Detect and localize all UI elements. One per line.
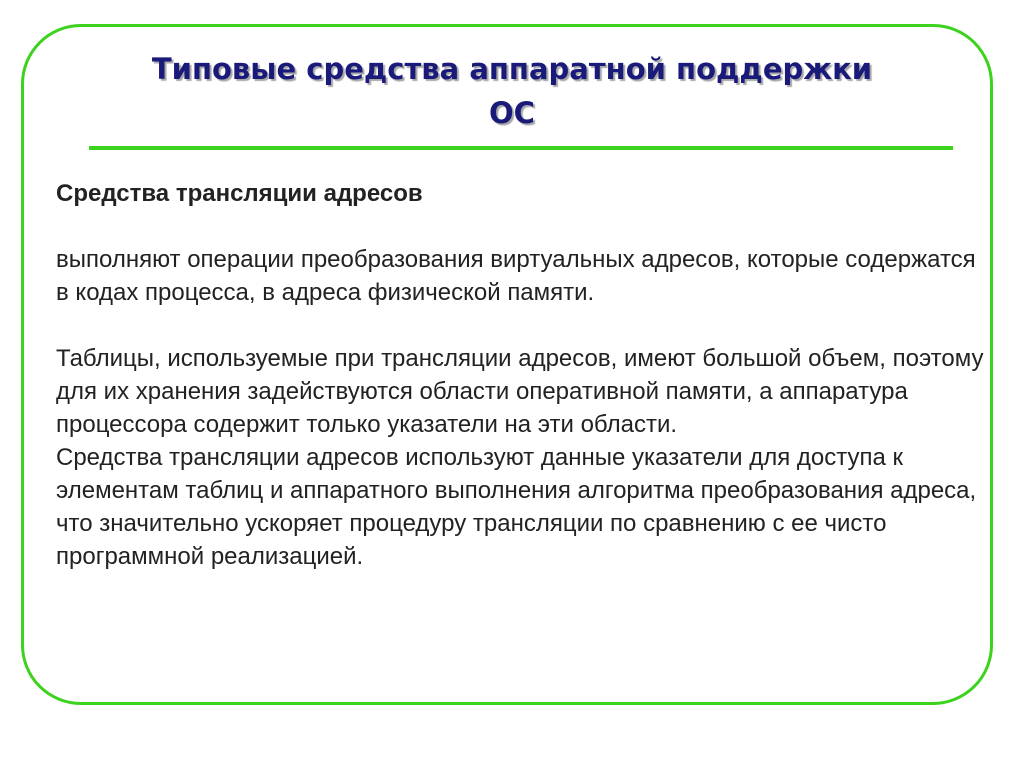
title-divider (89, 146, 953, 150)
section-subtitle: Средства трансляции адресов (56, 180, 423, 207)
paragraph-1: выполняют операции преобразования виртуальных адресов, которые содержатся в кодах процесса, в адреса физической памяти. (56, 246, 976, 306)
slide-content (56, 177, 986, 573)
slide-title (60, 47, 964, 135)
title-line-2: ОС (489, 96, 535, 130)
paragraph-3: Средства трансляции адресов используют данные указатели для доступа к элементам таблиц и аппаратного выполнения алгоритма преобразования адреса, что значительно ускоряет процедуру трансляции по сравнению с ее чисто программной реализацией. (56, 444, 977, 570)
title-line-1: Типовые средства аппаратной поддержки (151, 52, 873, 86)
paragraph-2: Таблицы, используемые при трансляции адресов, имеют большой объем, поэтому для их хранения задействуются области оперативной памяти, а аппаратура процессора содержит только указатели на эти области. (56, 345, 984, 438)
